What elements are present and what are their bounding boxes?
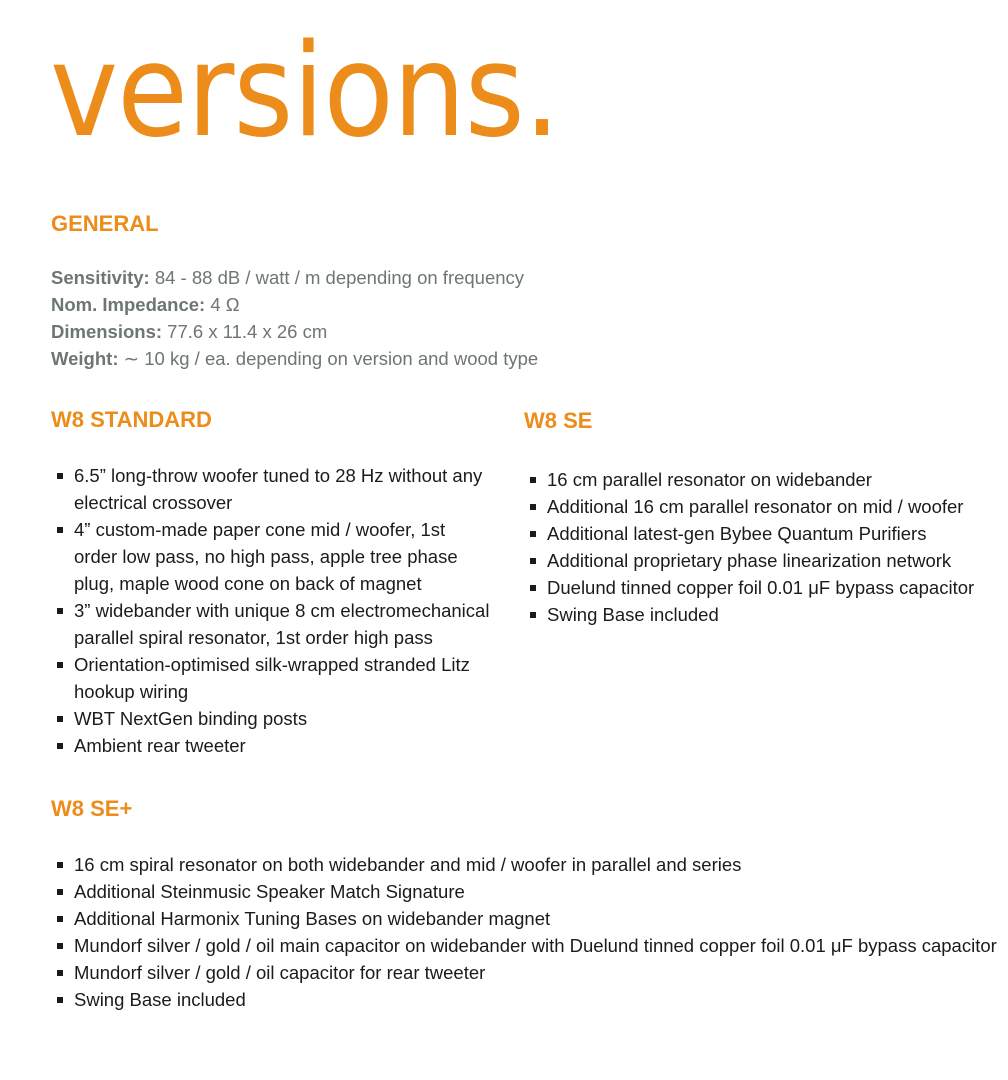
list-item: Mundorf silver / gold / oil capacitor for rear tweeter	[51, 959, 1001, 986]
w8-standard-heading: W8 STANDARD	[51, 407, 212, 432]
w8-standard-feature-list	[51, 462, 491, 759]
spec-weight	[51, 345, 751, 372]
general-specs	[51, 264, 751, 372]
list-item: Orientation-optimised silk-wrapped stranded Litz hookup wiring	[51, 651, 491, 705]
list-item: Additional Steinmusic Speaker Match Signature	[51, 878, 1001, 905]
list-item: Additional proprietary phase linearization network	[524, 547, 994, 574]
list-item: Swing Base included	[524, 601, 994, 628]
list-item: 4” custom-made paper cone mid / woofer, 1st order low pass, no high pass, apple tree phase plug, maple wood cone on back of magnet	[51, 516, 491, 597]
spec-label: Weight:	[51, 348, 119, 369]
page-title: versions.	[50, 17, 560, 166]
spec-value: 77.6 x 11.4 x 26 cm	[167, 321, 328, 342]
w8-se-plus-heading: W8 SE+	[51, 796, 133, 821]
spec-value: ∼ 10 kg / ea. depending on version and wood type	[123, 348, 539, 369]
list-item: 3” widebander with unique 8 cm electromechanical parallel spiral resonator, 1st order high pass	[51, 597, 491, 651]
spec-dimensions	[51, 318, 751, 345]
spec-value: 84 - 88 dB / watt / m depending on frequency	[154, 267, 525, 288]
list-item: Additional latest-gen Bybee Quantum Purifiers	[524, 520, 994, 547]
list-item: Additional Harmonix Tuning Bases on widebander magnet	[51, 905, 1001, 932]
list-item: 6.5” long-throw woofer tuned to 28 Hz without any electrical crossover	[51, 462, 491, 516]
spec-label: Nom. Impedance:	[51, 294, 206, 315]
list-item: Duelund tinned copper foil 0.01 μF bypass capacitor	[524, 574, 994, 601]
list-item: WBT NextGen binding posts	[51, 705, 491, 732]
list-item: 16 cm spiral resonator on both widebander and mid / woofer in parallel and series	[51, 851, 1001, 878]
list-item: Swing Base included	[51, 986, 1001, 1013]
w8-se-plus-feature-list	[51, 851, 1001, 1013]
list-item: 16 cm parallel resonator on widebander	[524, 466, 994, 493]
spec-label: Sensitivity:	[51, 267, 150, 288]
list-item: Ambient rear tweeter	[51, 732, 491, 759]
list-item: Additional 16 cm parallel resonator on mid / woofer	[524, 493, 994, 520]
list-item: Mundorf silver / gold / oil main capacitor on widebander with Duelund tinned copper foil 0.01 μF bypass capacitor	[51, 932, 1001, 959]
spec-sensitivity	[51, 264, 751, 291]
spec-value: 4 Ω	[210, 294, 240, 315]
spec-impedance	[51, 291, 751, 318]
w8-se-heading: W8 SE	[524, 408, 593, 433]
w8-se-feature-list	[524, 466, 994, 628]
general-heading: GENERAL	[51, 211, 159, 236]
spec-label: Dimensions:	[51, 321, 163, 342]
